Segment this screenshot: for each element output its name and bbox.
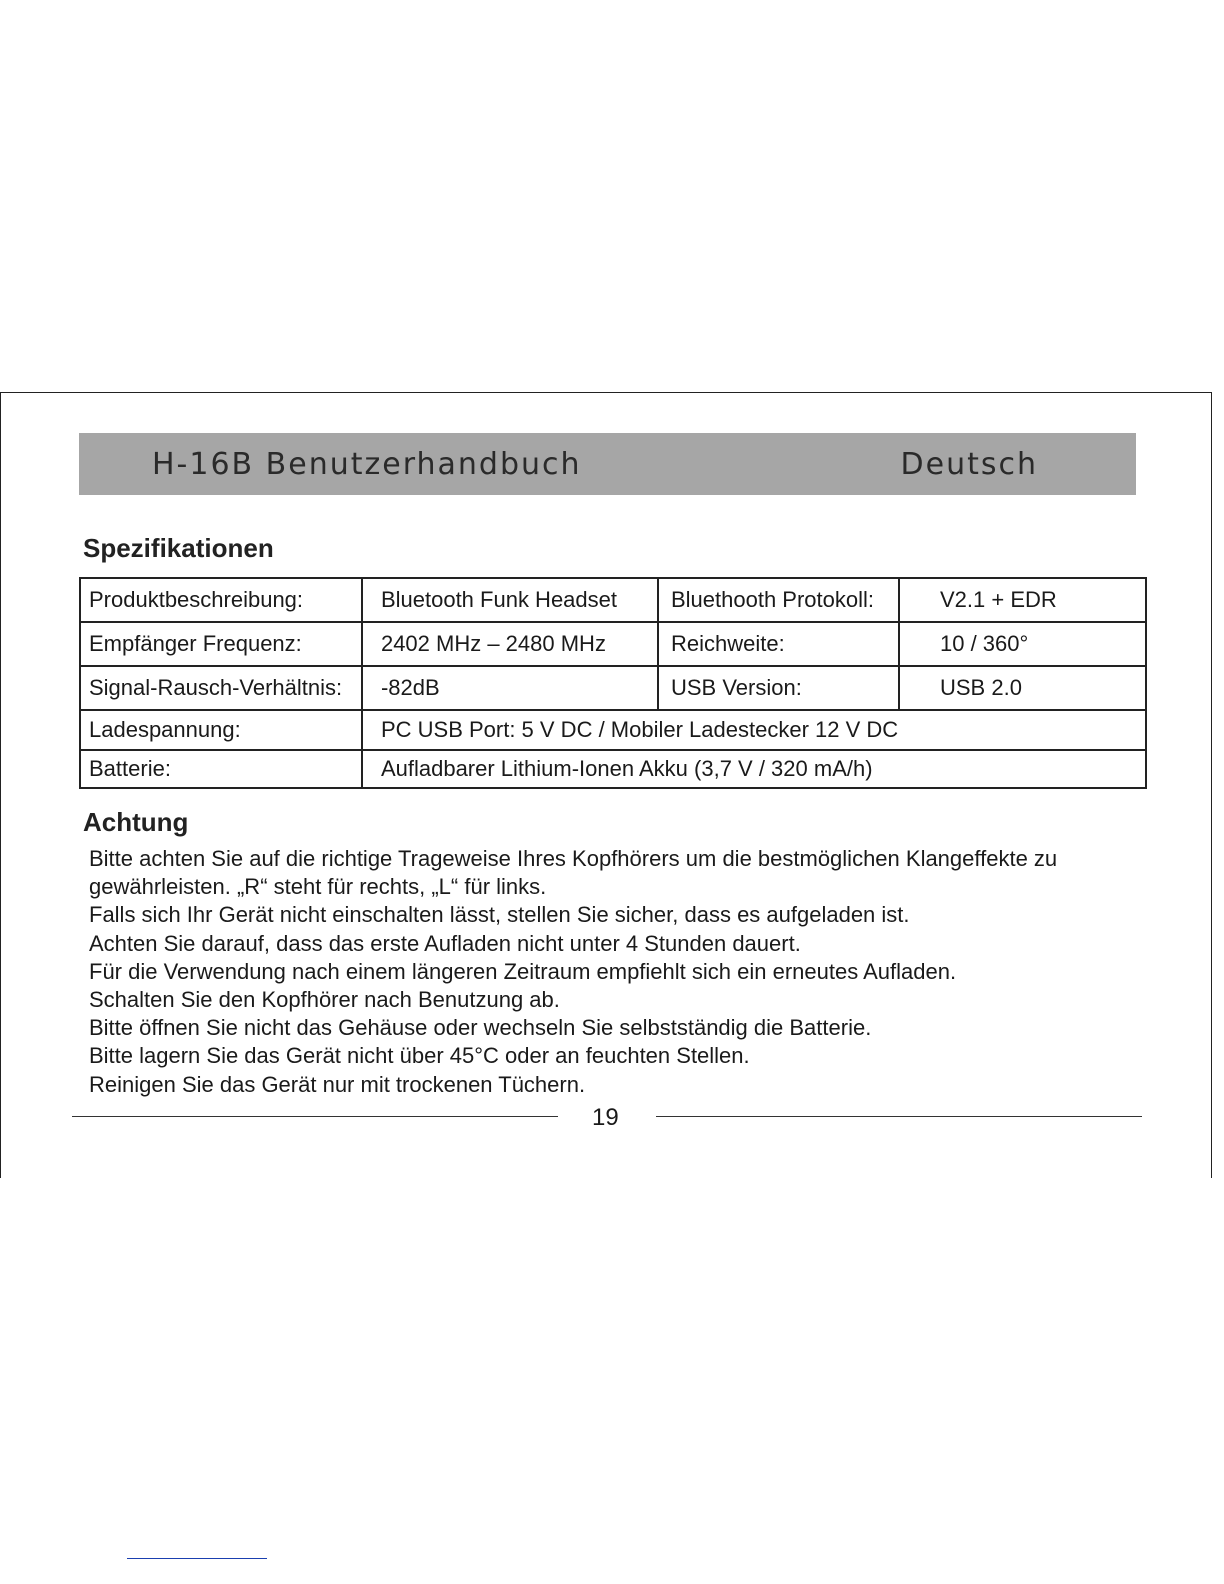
- list-item: Achten Sie darauf, dass das erste Aufladen nicht unter 4 Stunden dauert.: [89, 930, 801, 956]
- specifications-heading: Spezifikationen: [83, 533, 274, 563]
- spec-label: Produktbeschreibung:: [80, 578, 362, 622]
- header-bar: [79, 433, 1136, 495]
- list-item: Bitte achten Sie auf die richtige Trageweise Ihres Kopfhörers um die bestmöglichen Klangeffekte zu: [89, 846, 1058, 871]
- footer-rule-right: [656, 1116, 1142, 1117]
- spec-label: Batterie:: [80, 750, 362, 788]
- list-item: Für die Verwendung nach einem längeren Zeitraum empfiehlt sich ein erneutes Aufladen.: [89, 958, 957, 984]
- spec-label: USB Version:: [658, 666, 899, 710]
- page-number: 19: [592, 1104, 619, 1131]
- list-item: Bitte lagern Sie das Gerät nicht über 45°C oder an feuchten Stellen.: [89, 1043, 750, 1069]
- spec-value: 2402 MHz – 2480 MHz: [362, 622, 658, 666]
- language-label: Deutsch: [900, 447, 1038, 482]
- spec-label: Signal-Rausch-Verhältnis:: [80, 666, 362, 710]
- list-item: gewährleisten. „R“ steht für rechts, „L“ für links.: [89, 874, 547, 900]
- spec-label: Ladespannung:: [80, 710, 362, 750]
- spec-value: -82dB: [362, 666, 658, 710]
- table-row: [80, 666, 1146, 710]
- spec-value: 10 / 360°: [899, 622, 1146, 666]
- specifications-table: [79, 577, 1147, 789]
- list-item: Reinigen Sie das Gerät nur mit trockenen Tüchern.: [89, 1071, 586, 1097]
- table-row: [80, 710, 1146, 750]
- table-row: [80, 750, 1146, 788]
- spec-value: PC USB Port: 5 V DC / Mobiler Ladestecker 12 V DC: [362, 710, 1146, 750]
- spec-label: Reichweite:: [658, 622, 899, 666]
- spec-value: USB 2.0: [899, 666, 1146, 710]
- warnings-heading: Achtung: [83, 807, 189, 837]
- manual-title: H-16B Benutzerhandbuch: [152, 447, 582, 482]
- table-row: [80, 578, 1146, 622]
- spec-value: V2.1 + EDR: [899, 578, 1146, 622]
- list-item: Falls sich Ihr Gerät nicht einschalten lässt, stellen Sie sicher, dass es aufgeladen ist.: [89, 902, 910, 928]
- link-underline: [127, 1558, 267, 1559]
- list-item: Bitte öffnen Sie nicht das Gehäuse oder wechseln Sie selbstständig die Batterie.: [89, 1015, 872, 1041]
- footer-rule-left: [72, 1116, 558, 1117]
- spec-label: Empfänger Frequenz:: [80, 622, 362, 666]
- spec-value: Aufladbarer Lithium-Ionen Akku (3,7 V / 320 mA/h): [362, 750, 1146, 788]
- table-row: [80, 622, 1146, 666]
- warnings-list: [89, 845, 1139, 1099]
- spec-label: Bluethooth Protokoll:: [658, 578, 899, 622]
- spec-value: Bluetooth Funk Headset: [362, 578, 658, 622]
- list-item: Schalten Sie den Kopfhörer nach Benutzung ab.: [89, 987, 560, 1013]
